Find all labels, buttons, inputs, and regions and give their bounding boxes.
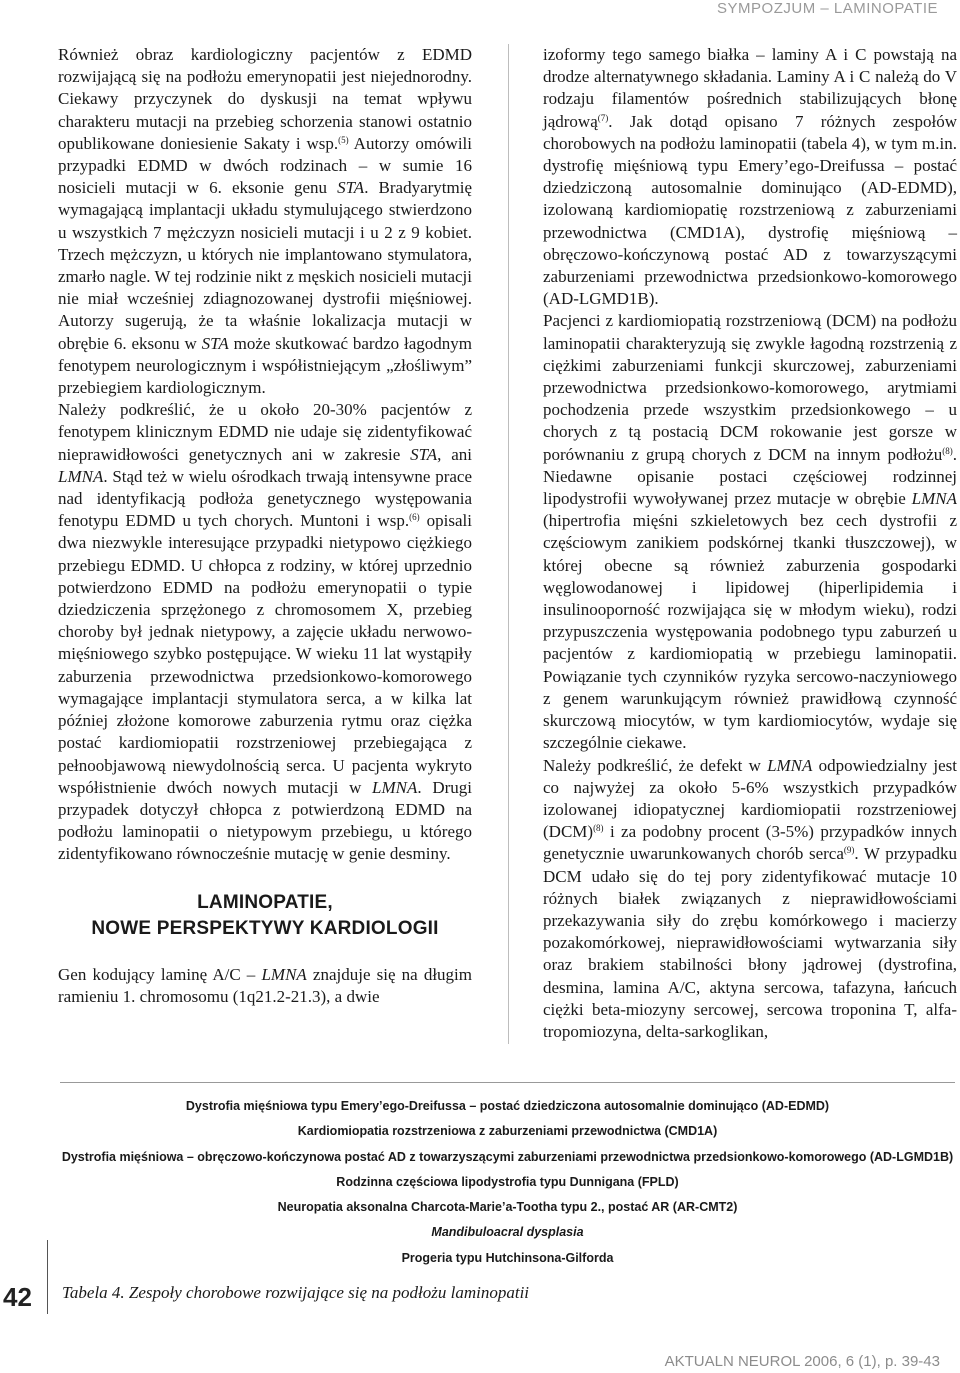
table-caption: Tabela 4. Zespoły chorobowe rozwijające się na podłożu laminopatii [62,1283,530,1302]
paragraph [543,44,957,310]
table-row: Dystrofia mięśniowa typu Emery’ego-Dreifussa – postać dziedziczona autosomalnie dominująco (AD-EDMD) [185,1099,830,1113]
gene-name: LMNA [58,466,104,486]
text-run: , ani [437,444,472,464]
gene-name: STA [410,444,438,464]
text-run: Pacjenci z kardiomiopatią rozstrzeniową (DCM) na podłożu laminopatii charakteryzują się zwykle łagodną rozstrzenią z ciężkimi zaburzeniami funkcji skurczowej, zaburzeniami przewodnictwa przedsionkowo-komorowego, arytmiami pochodzenia przede wszystkim przedsionkowego – u chorych z tą postacią DCM rokowanie jest gorsze w porównaniu z grupą chorych z DCM na innym podłożu [543,311,957,464]
page-number-rule [47,1240,48,1314]
text-run: izoformy tego samego białka – laminy A i C powstają na drodze alternatywnego składania. Laminy A i C należą do V rodzaju filamentów pośrednich stabilizujących błonę jądrową [543,45,957,131]
text-run: . W przypadku DCM udało się do tej pory zidentyfikować mutacje 10 różnych białek związanych z nieprawidłowościami przekazywania siły do zrębu komórkowego i macierzy pozakomórkowej, nieprawidłowościami wytwarzania siły oraz brakiem stabilności błony jądrowej (dystrofina, desmina, lamina A/C, aktyna sercowa, tafazyna, łańcuch ciężki beta-miozyny sercowej, sercowa troponina T, alfa-tropomiozyna, delta-sarkoglikan, [543,844,957,1041]
section-heading [58,890,472,942]
reference-marker: (6) [409,512,420,523]
table-row: Rodzinna częściowa lipodystrofia typu Dunnigana (FPLD) [336,1174,679,1189]
journal-citation: AKTUALN NEUROL 2006, 6 (1), p. 39-43 [664,1353,940,1370]
table-row: Progeria typu Hutchinsona-Gilforda [401,1250,614,1265]
text-run: może skutkować bardzo łagodnym fenotypem neurologicznym i współistniejącym „złośliwym” przebiegiem kardiologicznym. [58,333,472,398]
paragraph [543,310,957,754]
text-run: odpowiedzialny jest co najwyżej za około 5-6% wszystkich przypadków izolowanej idiopatycznej kardiomiopatii rozstrzeniowej (DCM) [543,755,957,842]
reference-marker: (9) [843,845,855,856]
text-run: . Drugi przypadek dotyczył chłopca z potwierdzoną EDMD na podłożu laminopatii o nietypowym przebiegu, u którego zidentyfikowano równocześnie mutację w genie desminy. [58,777,472,864]
text-run: Autorzy omówili przypadki EDMD w dwóch rodzinach – w sumie 16 nosicieli mutacji w 6. eksonie genu [58,133,472,198]
text-run: Należy podkreślić, że defekt w [543,755,768,775]
table-row: Kardiomiopatia rozstrzeniowa z zaburzeniami przewodnictwa (CMD1A) [297,1124,718,1139]
reference-marker: (5) [338,134,349,145]
table-rule [60,1082,955,1083]
table-row: Neuropatia aksonalna Charcota-Marie’a-Tootha typu 2., postać AR (AR-CMT2) [277,1200,738,1215]
text-run: i za podobny procent (3-5%) przypadków innych genetycznie uwarunkowanych chorób serca [543,822,957,864]
text-run: Również obraz kardiologiczny pacjentów z EDMD rozwijającą się na podłożu emerynopatii jest niejednorodny. Ciekawy przyczynek do dyskusji na temat wpływu charakteru mutacji na przebieg schorzenia stanowi ostatnio opublikowane doniesienie Sakaty i wsp. [58,45,472,153]
text-run: . Jak dotąd opisano 7 różnych zespołów chorobowych na podłożu laminopatii (tabela 4), w tym m.in. dystrofię mięśniową typu Emery’ego-Dreifussa – postać dziedziczoną autosomalnie dominująco (AD-EDMD), izolowaną kardiomiopatię rozstrzeniową z zaburzeniami przewodnictwa (CMD1A), dystrofię mięśniową – obręczowo-kończynową postać AD z towarzyszącymi zaburzeniami przewodnictwa przedsionkowo-komorowego (AD-LGMD1B). [543,111,957,309]
column-divider [508,44,509,1044]
left-column [58,44,472,1008]
page-number: 42 [3,1282,32,1312]
reference-marker: (8) [942,445,953,456]
text-run: Należy podkreślić, że u około 20-30% pacjentów z fenotypem klinicznym EDMD nie udaje się zidentyfikować nieprawidłowości genetycznych ani w zakresie [58,400,472,464]
table-row: Mandibuloacral dysplasia [431,1225,584,1240]
reference-marker: (8) [593,823,604,834]
running-head: SYMPOZJUM – LAMINOPATIE [717,0,938,17]
text-run: . Bradyarytmię wymagającą implantacji układu stymulującego stwierdzono u wszystkich 7 mężczyzn nosicieli mutacji i u 2 z 9 kobiet. Trzech mężczyzn, u których nie implantowano stymulatora, zmarło nagle. W tej rodzinie nikt z męskich nosicieli mutacji nie miał wcześniej zdiagnozowanej dystrofii mięśniowej. Autorzy sugerują, że ta właśnie lokalizacja mutacji w obrębie 6. eksonu w [58,178,472,353]
paragraph [58,44,472,399]
text-run: znajduje się na długim ramieniu 1. chromosomu (1q21.2-21.3), a dwie [58,964,472,1006]
gene-name: STA [201,333,229,353]
section-heading-line: NOWE PERSPEKTYWY KARDIOLOGII [91,917,439,939]
text-run: . Niedawne opisanie postaci częściowej rodzinnej lipodystrofii wywoływanej przez mutacje w obrębie [543,444,957,509]
text-run: . Stąd też w wielu ośrodkach trwają intensywne prace nad identyfikacją podłoża genetycznego występowania fenotypu EDMD u tych chorych. Muntoni i wsp. [58,466,472,531]
gene-name: STA [337,178,365,198]
paragraph [58,964,472,1008]
gene-name: LMNA [911,489,957,509]
right-column [543,44,957,1043]
reference-marker: (7) [597,112,609,123]
table-body [60,1094,955,1271]
gene-name: LMNA [261,964,307,984]
gene-name: LMNA [767,755,813,775]
paragraph [543,755,957,1044]
table-4 [60,1082,955,1292]
text-run: (hipertrofia mięśni szkieletowych bez cech dystrofii z częściowym zanikiem podskórnej tkanki tłuszczowej), w której obecne są również zaburzenia gospodarki węglowodanowej i lipidowej (hiperlipidemia i insulinooporność rozwijająca się w młodym wieku), rodzi przypuszczenia występowania podobnego typu zaburzeń u pacjentów z kardiomiopatią w przebiegu laminopatii. Powiązanie tych czynników ryzyka sercowo-naczyniowego z genem warunkującym również prawidłową czynność skurczową miocytów, w tym kardiomiocytów, wydaje się szczególnie ciekawe. [543,511,957,753]
text-run: Gen kodujący laminę A/C – [58,964,262,984]
gene-name: LMNA [372,777,418,797]
text-run: opisali dwa niezwykle interesujące przypadki nietypowo ciężkiego przebiegu EDMD. U chłopca z rodziny, w której uprzednio potwierdzono EDMD na podłożu emerynopatii o typie dziedziczenia sprzężonego z chromosomem X, przebieg choroby był jednak nietypowy, a zajęcie układu nerwowo-mięśniowego szybko postępujące. W wieku 11 lat wystąpiły zaburzenia przewodnictwa przedsionkowo-komorowego wymagające implantacji stymulatora serca, a w kilka lat później złożone komorowe zaburzenia rytmu oraz ciężka postać kardiomiopatii rozstrzeniowej przebiegająca z pełnoobjawową niewydolnością serca. U pacjenta wykryto współistnienie dwóch nowych mutacji w [58,511,472,797]
section-heading-line: LAMINOPATIE, [197,891,333,913]
table-row: Dystrofia mięśniowa – obręczowo-kończynowa postać AD z towarzyszącymi zaburzeniami przewodnictwa przedsionkowo-komorowego (AD-LGMD1B) [61,1149,954,1164]
paragraph [58,399,472,865]
